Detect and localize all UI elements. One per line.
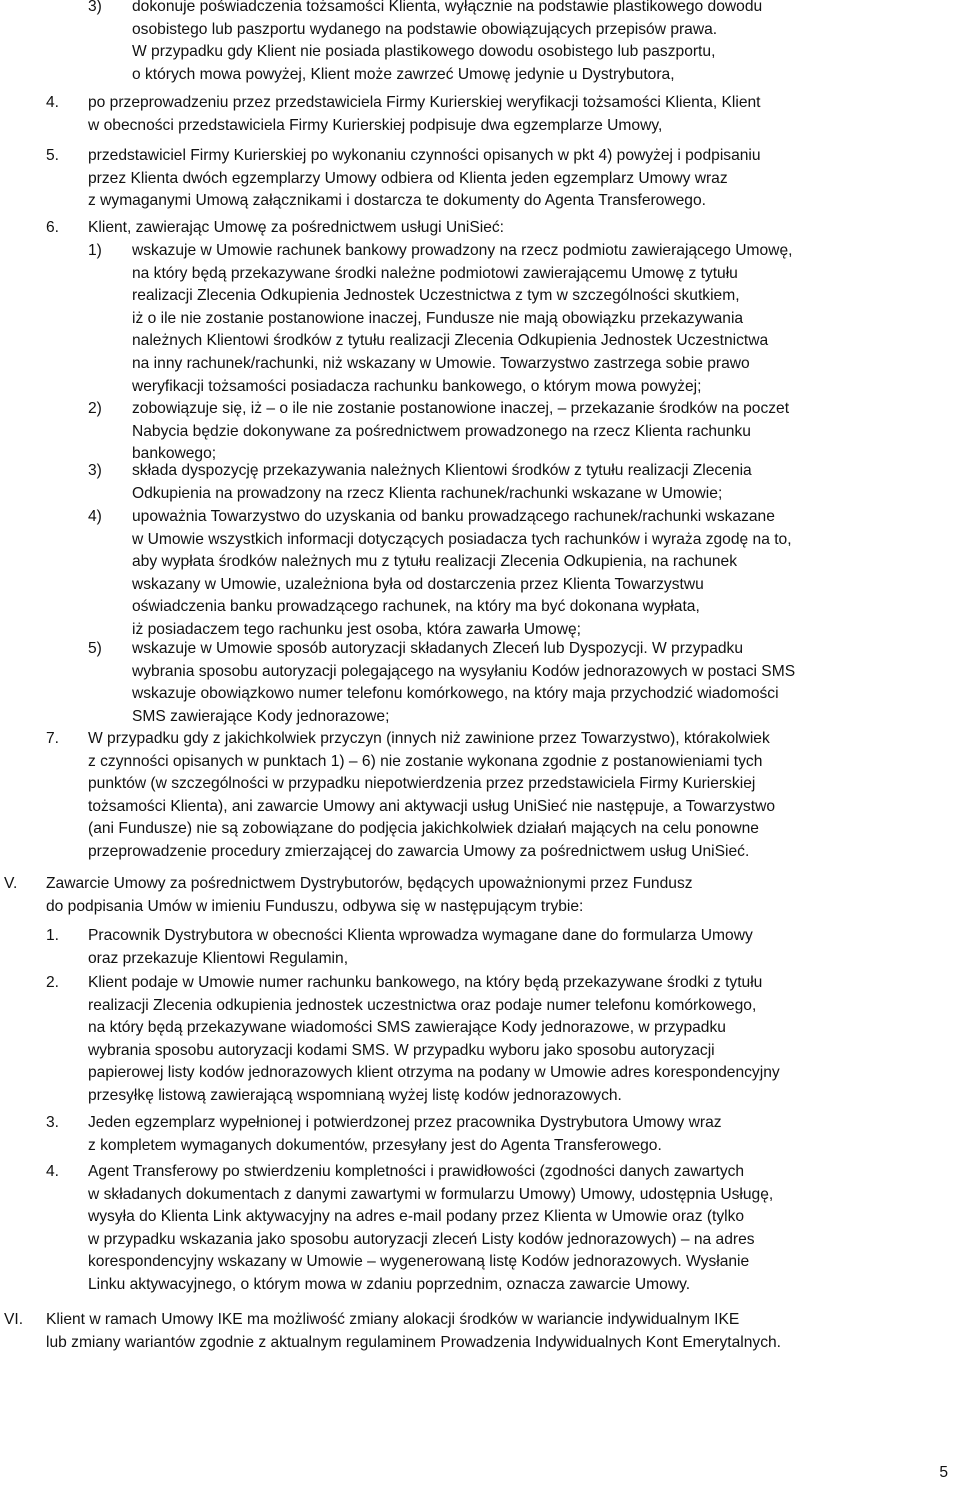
paragraph-line: upoważnia Towarzystwo do uzyskania od banku prowadzącego rachunek/rachunki wskazane (132, 508, 775, 525)
paragraph-line: w obecności przedstawiciela Firmy Kurierskiej podpisuje dwa egzemplarze Umowy, (88, 116, 663, 134)
paragraph-line: Odkupienia na prowadzony na rzecz Klienta rachunek/rachunki wskazane w Umowie; (132, 484, 723, 502)
paragraph-line: do podpisania Umów w imieniu Funduszu, odbywa się w następującym trybie: (46, 897, 584, 915)
item-number: 5. (46, 147, 60, 164)
paragraph-line: składa dyspozycję przekazywania należnych Klientowi środków z tytułu realizacji Zlecenia (132, 462, 752, 479)
item-number: 4. (46, 94, 60, 111)
paragraph-line: dokonuje poświadczenia tożsamości Klienta, wyłącznie na podstawie plastikowego dowodu (132, 0, 763, 15)
item-number: 7. (46, 730, 60, 747)
paragraph-line: w Umowie wszystkich informacji dotyczących posiadacza tych rachunków i wyraża zgodę na to, (132, 530, 792, 548)
paragraph-line: iż posiadaczem tego rachunku jest osoba, która zawarła Umowę; (132, 620, 581, 638)
paragraph-line: (ani Fundusze) nie są zobowiązane do podjęcia jakichkolwiek działań mających na celu ponowne (88, 820, 759, 838)
item-number: V. (4, 875, 18, 892)
paragraph-line: Nabycia będzie dokonywane za pośrednictwem prowadzonego na rzecz Klienta rachunku (132, 422, 751, 440)
paragraph-line: wskazuje obowiązkowo numer telefonu komórkowego, na który maja przychodzić wiadomości (132, 685, 779, 703)
paragraph-line: bankowego; (132, 445, 217, 463)
paragraph-line: przedstawiciel Firmy Kurierskiej po wykonaniu czynności opisanych w pkt 4) powyżej i podpisaniu (88, 147, 761, 164)
paragraph-line: Klient podaje w Umowie numer rachunku bankowego, na który będą przekazywane środki z tytułu (88, 974, 763, 991)
item-number: 3) (88, 462, 102, 479)
paragraph-line: punktów (w szczególności w przypadku niepotwierdzenia przez przedstawiciela Firmy Kurierskiej (88, 775, 756, 793)
paragraph-line: wybrania sposobu autoryzacji polegającego na wysyłaniu Kodów jednorazowych w postaci SMS (132, 662, 796, 680)
item-number: 4. (46, 1163, 60, 1180)
paragraph-line: po przeprowadzeniu przez przedstawiciela Firmy Kurierskiej weryfikacji tożsamości Klienta, Klient (88, 94, 761, 111)
paragraph-line: aby wypłata środków należnych mu z tytułu realizacji Zlecenia Odkupienia, na rachunek (132, 553, 738, 570)
item-number: 2) (88, 400, 102, 417)
paragraph-line: na który będą przekazywane środki należne podmiotowi zawierającemu Umowę z tytułu (132, 264, 738, 282)
paragraph-line: w przypadku wskazania jako sposobu autoryzacji zleceń Listy kodów jednorazowych) – na adres (88, 1230, 755, 1248)
paragraph-line: na który będą przekazywane wiadomości SMS zawierające Kody jednorazowe, w przypadku (88, 1019, 726, 1036)
paragraph-line: realizacji Zlecenia Odkupienia Jednostek Uczestnictwa z tym w szczególności skutkiem, (132, 287, 740, 305)
page-number: 5 (939, 1464, 948, 1481)
paragraph-line: wskazany w Umowie, uzależniona była od dostarczenia przez Klienta Towarzystwu (132, 575, 704, 593)
paragraph-line: W przypadku gdy z jakichkolwiek przyczyn (innych niż zawinione przez Towarzystwo), którakolwiek (88, 730, 770, 747)
paragraph-line: o których mowa powyżej, Klient może zawrzeć Umowę jedynie u Dystrybutora, (132, 65, 675, 83)
paragraph-line: Zawarcie Umowy za pośrednictwem Dystrybutorów, będących upoważnionymi przez Fundusz (46, 875, 693, 892)
paragraph-line: korespondencyjny wskazany w Umowie – wygenerowaną listę Kodów jednorazowych. Wysłanie (88, 1253, 750, 1271)
paragraph-line: tożsamości Klienta), ani zawarcie Umowy ani aktywacji usług UniSieć nie następuje, a Towarzystwo (88, 797, 775, 815)
paragraph-line: z kompletem wymaganych dokumentów, przesyłany jest do Agenta Transferowego. (88, 1136, 662, 1154)
paragraph-line: osobistego lub paszportu wydanego na podstawie obowiązujących przepisów prawa. (132, 20, 718, 38)
paragraph-line: papierowej listy kodów jednorazowych klient otrzyma na podany w Umowie adres korespondencyjny (88, 1064, 780, 1081)
item-number: VI. (4, 1311, 24, 1328)
paragraph-line: Klient w ramach Umowy IKE ma możliwość zmiany alokacji środków w wariancie indywidualnym IKE (46, 1311, 740, 1328)
paragraph-line: lub zmiany wariantów zgodnie z aktualnym regulaminem Prowadzenia Indywidualnych Kont Emerytalnych. (46, 1333, 782, 1351)
paragraph-line: wybrania sposobu autoryzacji kodami SMS. W przypadku wyboru jako sposobu autoryzacji (88, 1041, 715, 1059)
item-number: 6. (46, 219, 60, 236)
paragraph-line: realizacji Zlecenia odkupienia jednostek uczestnictwa oraz podaje numer telefonu komórkowego, (88, 996, 757, 1014)
paragraph-line: oraz przekazuje Klientowi Regulamin, (88, 949, 349, 967)
paragraph-line: Jeden egzemplarz wypełnionej i potwierdzonej przez pracownika Dystrybutora Umowy wraz (88, 1114, 722, 1131)
paragraph-line: Pracownik Dystrybutora w obecności Klienta wprowadza wymagane dane do formularza Umowy (88, 927, 753, 944)
paragraph-line: w składanych dokumentach z danymi zawartymi w formularzu Umowy) Umowy, udostępnia Usługę, (88, 1185, 774, 1203)
paragraph-line: weryfikacji tożsamości posiadacza rachunku bankowego, o którym mowa powyżej; (132, 377, 702, 395)
paragraph-line: wysyła do Klienta Link aktywacyjny na adres e-mail podany przez Klienta w Umowie oraz (tylko (88, 1208, 745, 1226)
item-number: 1. (46, 927, 60, 944)
item-number: 3. (46, 1114, 60, 1131)
paragraph-line: przez Klienta dwóch egzemplarzy Umowy odbiera od Klienta jeden egzemplarz Umowy wraz (88, 169, 728, 187)
paragraph-line: przeprowadzenie procedury zmierzającej do zawarcia Umowy za pośrednictwem usług UniSieć. (88, 843, 750, 860)
paragraph-line: wskazuje w Umowie rachunek bankowy prowadzony na rzecz podmiotu zawierającego Umowę, (132, 242, 793, 259)
item-number: 4) (88, 508, 102, 525)
paragraph-line: oświadczenia banku prowadzącego rachunek, na który ma być dokonana wypłata, (132, 598, 700, 615)
paragraph-line: z czynności opisanych w punktach 1) – 6) nie zostanie wykonana zgodnie z postanowieniami tych (88, 752, 763, 770)
item-number: 5) (88, 640, 102, 657)
paragraph-line: Klient, zawierając Umowę za pośrednictwem usługi UniSieć: (88, 219, 505, 236)
paragraph-line: iż o ile nie zostanie postanowione inaczej, Fundusze nie mają obowiązku przekazywania (132, 309, 744, 327)
paragraph-line: na inny rachunek/rachunki, niż wskazany w Umowie. Towarzystwo zastrzega sobie prawo (132, 355, 750, 372)
paragraph-line: Agent Transferowy po stwierdzeniu kompletności i prawidłowości (zgodności danych zawartych (88, 1163, 745, 1180)
item-number: 2. (46, 974, 60, 991)
paragraph-line: należnych Klientowi środków z tytułu realizacji Zlecenia Odkupienia Jednostek Uczestnictwa (132, 332, 769, 350)
paragraph-line: SMS zawierające Kody jednorazowe; (132, 707, 390, 725)
item-number: 1) (88, 242, 102, 259)
paragraph-line: zobowiązuje się, iż – o ile nie zostanie postanowione inaczej, – przekazanie środków na poczet (132, 400, 790, 417)
paragraph-line: wskazuje w Umowie sposób autoryzacji składanych Zleceń lub Dyspozycji. W przypadku (132, 640, 744, 657)
paragraph-line: z wymaganymi Umową załącznikami i dostarcza te dokumenty do Agenta Transferowego. (88, 192, 706, 209)
paragraph-line: Linku aktywacyjnego, o którym mowa w zdaniu poprzednim, oznacza zawarcie Umowy. (88, 1276, 691, 1293)
item-number: 3) (88, 0, 102, 15)
paragraph-line: przesyłkę listową zawierającą wspomnianą wyżej listę kodów jednorazowych. (88, 1086, 622, 1104)
paragraph-line: W przypadku gdy Klient nie posiada plastikowego dowodu osobistego lub paszportu, (132, 43, 716, 60)
